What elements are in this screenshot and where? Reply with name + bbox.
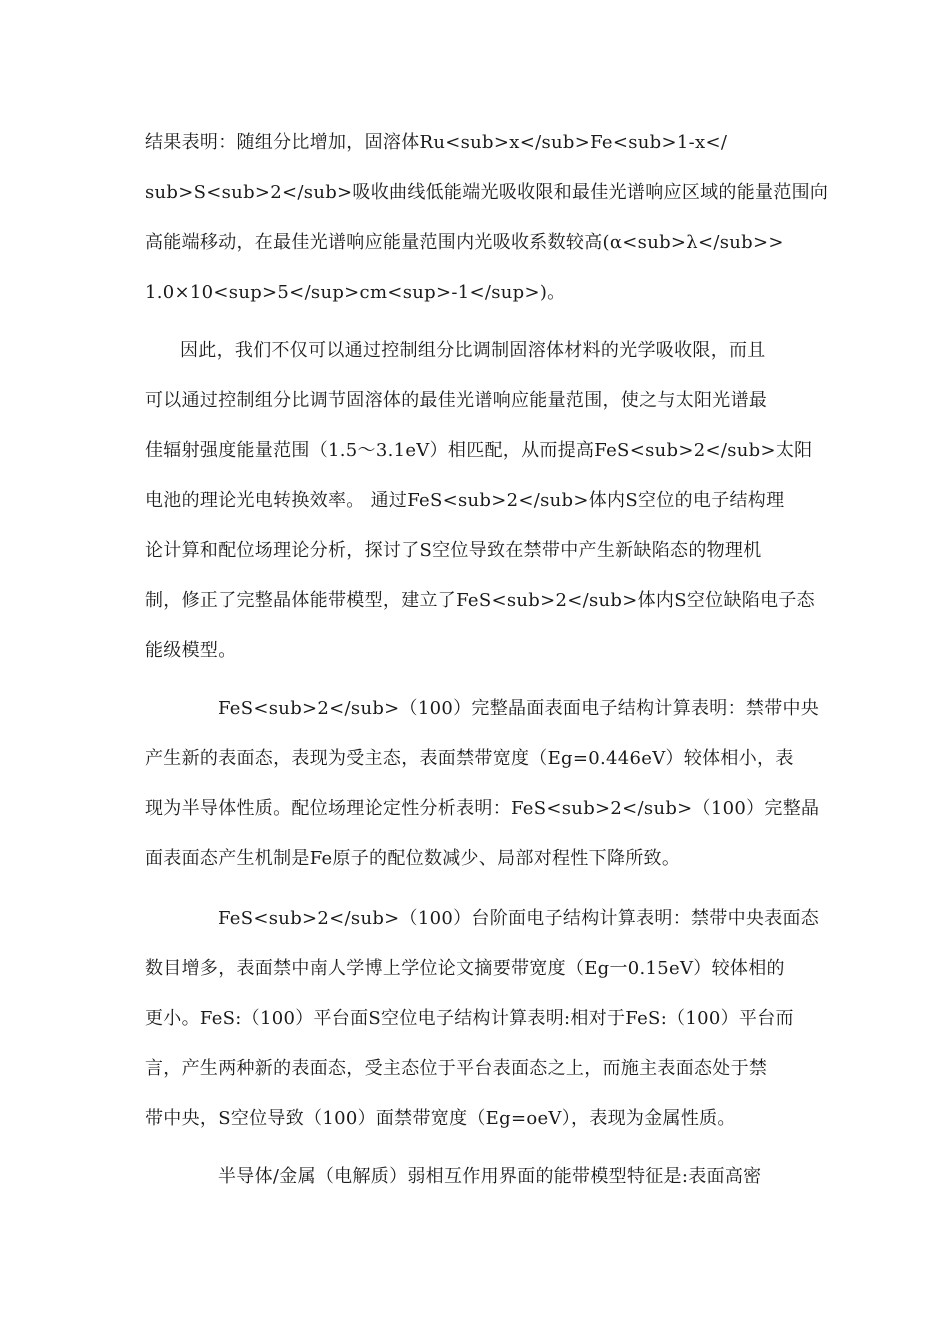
paragraph-2-line-2: 可以通过控制组分比调节固溶体的最佳光谱响应能量范围，使之与太阳光谱最 <box>145 390 768 411</box>
paragraph-2-line-3: 佳辐射强度能量范围（1.5～3.1eV）相匹配，从而提高FeS<sub>2</sub>太阳 <box>145 440 813 461</box>
paragraph-2-line-6: 制，修正了完整晶体能带模型，建立了FeS<sub>2</sub>体内S空位缺陷电子态 <box>145 590 815 611</box>
paragraph-4-line-2: 数目增多，表面禁中南人学博上学位论文摘要带宽度（Eg一0.15eV）较体相的 <box>145 958 785 979</box>
paragraph-3-line-2: 产生新的表面态，表现为受主态，表面禁带宽度（Eg=0.446eV）较体相小，表 <box>145 748 794 769</box>
paragraph-1-line-1: 结果表明：随组分比增加，固溶体Ru<sub>x</sub>Fe<sub>1-x</ <box>145 132 728 153</box>
paragraph-4-line-4: 言，产生两种新的表面态，受主态位于平台表面态之上，而施主表面态处于禁 <box>145 1058 768 1079</box>
paragraph-3-line-4: 面表面态产生机制是Fe原子的配位数减少、局部对程性下降所致。 <box>145 848 681 869</box>
paragraph-2-line-5: 论计算和配位场理论分析，探讨了S空位导致在禁带中产生新缺陷态的物理机 <box>145 540 762 561</box>
paragraph-4-line-3: 更小。FeS:（100）平台面S空位电子结构计算表明:相对于FeS:（100）平台而 <box>145 1008 794 1029</box>
paragraph-1-line-4: 1.0×10<sup>5</sup>cm<sup>-1</sup>)。 <box>145 282 566 303</box>
paragraph-3-line-3: 现为半导体性质。配位场理论定性分析表明：FeS<sub>2</sub>（100）完整晶 <box>145 798 820 819</box>
paragraph-2-line-1: 因此，我们不仅可以通过控制组分比调制固溶体材料的光学吸收限，而且 <box>180 340 766 361</box>
paragraph-4-line-5: 带中央，S空位导致（100）面禁带宽度（Eg=oeV），表现为金属性质。 <box>145 1108 736 1129</box>
paragraph-1-line-3: 高能端移动，在最佳光谱响应能量范围内光吸收系数较高(α<sub>λ</sub>> <box>145 232 784 253</box>
paragraph-5-line-1: 半导体/金属（电解质）弱相互作用界面的能带模型特征是:表面高密 <box>218 1166 762 1187</box>
paragraph-4-line-1: FeS<sub>2</sub>（100）台阶面电子结构计算表明：禁带中央表面态 <box>218 908 820 929</box>
paragraph-3-line-1: FeS<sub>2</sub>（100）完整晶面表面电子结构计算表明：禁带中央 <box>218 698 820 719</box>
paragraph-1-line-2: sub>S<sub>2</sub>吸收曲线低能端光吸收限和最佳光谱响应区域的能量范围向 <box>145 182 829 203</box>
paragraph-2-line-4: 电池的理论光电转换效率。 通过FeS<sub>2</sub>体内S空位的电子结构理 <box>145 490 785 511</box>
paragraph-2-line-7: 能级模型。 <box>145 640 237 661</box>
